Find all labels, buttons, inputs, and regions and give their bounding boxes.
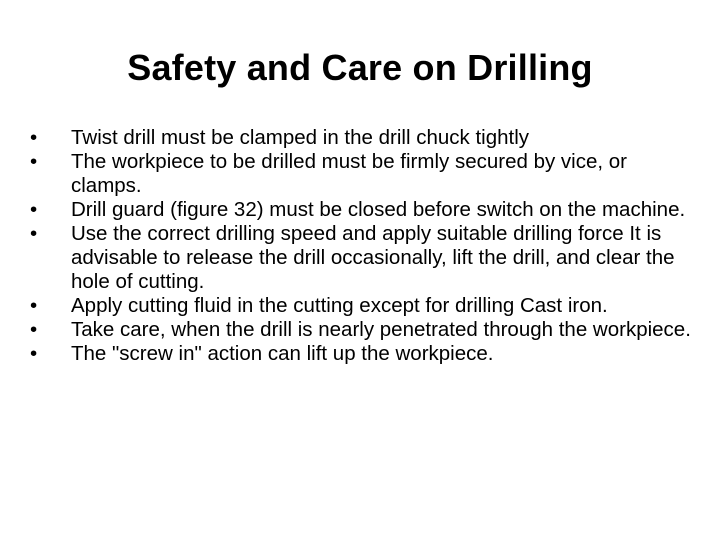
bullet-glyph: • <box>30 150 38 173</box>
bullet-text: The "screw in" action can lift up the workpiece. <box>71 342 494 365</box>
bullet-glyph: • <box>30 294 38 317</box>
bullet-item <box>30 222 700 294</box>
bullet-glyph: • <box>30 198 38 221</box>
bullet-text: Twist drill must be clamped in the drill chuck tightly <box>71 126 530 149</box>
bullet-item <box>30 198 700 222</box>
bullet-text: Apply cutting fluid in the cutting except for drilling Cast iron. <box>71 294 608 317</box>
bullet-glyph: • <box>30 222 38 245</box>
bullet-item <box>30 294 700 318</box>
bullet-list <box>30 126 700 366</box>
bullet-glyph: • <box>30 318 38 341</box>
bullet-item <box>30 126 700 150</box>
bullet-glyph: • <box>30 126 38 149</box>
bullet-item <box>30 150 700 198</box>
bullet-text: The workpiece to be drilled must be firmly secured by vice, or clamps. <box>71 150 628 197</box>
bullet-text: Use the correct drilling speed and apply suitable drilling force It is advisable to release the drill occasionally, lift the drill, and clear the hole of cutting. <box>71 222 675 293</box>
bullet-item <box>30 342 700 366</box>
slide-title: Safety and Care on Drilling <box>127 47 593 88</box>
bullet-item <box>30 318 700 342</box>
bullet-glyph: • <box>30 342 38 365</box>
bullet-text: Take care, when the drill is nearly penetrated through the workpiece. <box>71 318 691 341</box>
bullet-text: Drill guard (figure 32) must be closed before switch on the machine. <box>71 198 686 221</box>
